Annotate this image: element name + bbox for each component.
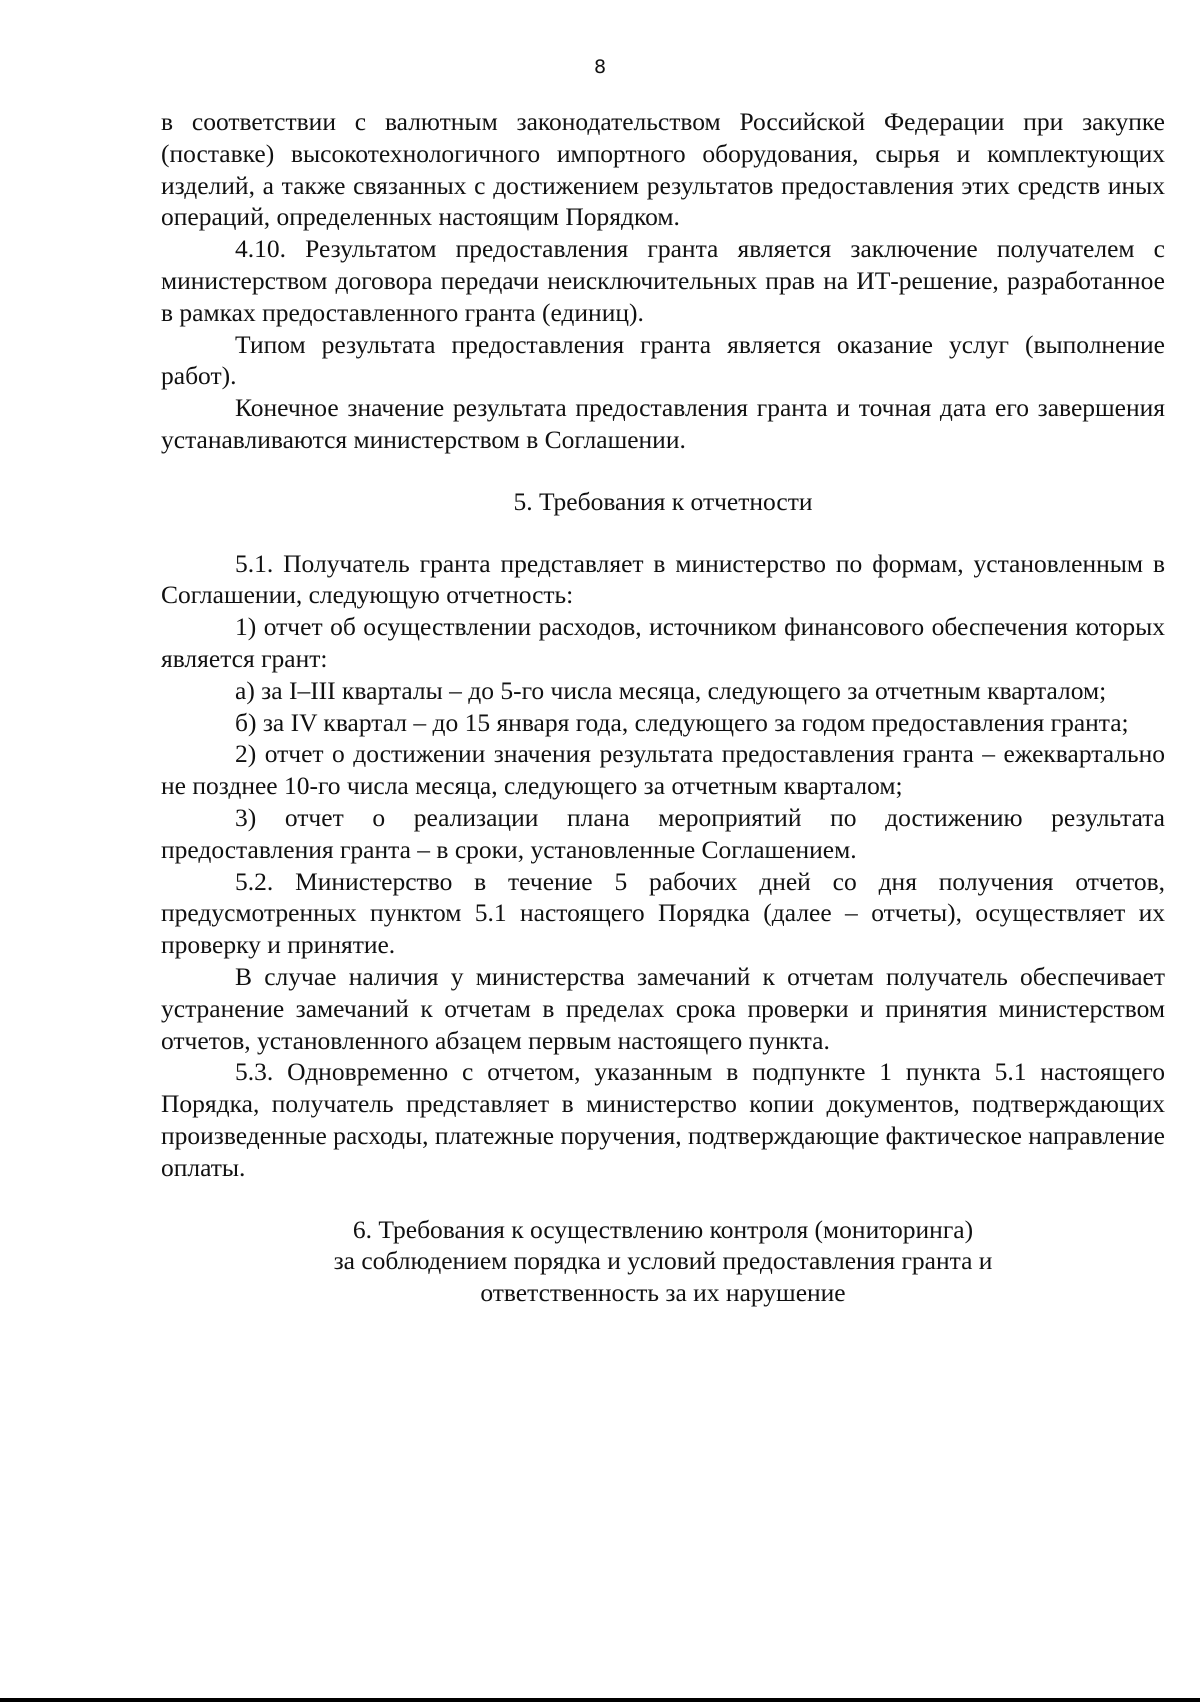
section-5-title: 5. Требования к отчетности	[513, 486, 813, 516]
paragraph-5-1-item-1-a: а) за I–III кварталы – до 5-го числа месяца, следующего за отчетным кварталом;	[235, 675, 1107, 705]
paragraph-4-10: 4.10. Результатом предоставления гранта является заключение получателем с министерством договора передачи неисключительных прав на ИТ-решение, разработанное в рамках предоставленного гранта (единиц).	[161, 234, 1165, 327]
section-6-title-line-1: 6. Требования к осуществлению контроля (мониторинга)	[352, 1214, 974, 1244]
paragraph-5-1-item-1: 1) отчет об осуществлении расходов, источником финансового обеспечения которых является грант:	[161, 612, 1165, 673]
paragraph-continuation: в соответствии с валютным законодательством Российской Федерации при закупке (поставке) высокотехнологичного импортного оборудования, сырья и комплектующих изделий, а также связанных с достижением результатов предоставления этих средств иных операций, определенных настоящим Порядком.	[161, 107, 1165, 232]
paragraph-5-2-remarks: В случае наличия у министерства замечаний к отчетам получатель обеспечивает устранение замечаний к отчетам в пределах срока проверки и принятия министерством отчетов, установленного абзацем первым настоящего пункта.	[161, 961, 1165, 1055]
paragraph-result-type: Типом результата предоставления гранта является оказание услуг (выполнение работ).	[161, 329, 1165, 391]
paragraph-5-1-item-2: 2) отчет о достижении значения результата предоставления гранта – ежеквартально не позднее 10-го числа месяца, следующего за отчетным кварталом;	[161, 739, 1165, 801]
section-6-title-line-2: за соблюдением порядка и условий предоставления гранта и	[333, 1246, 993, 1276]
section-6-title-line-3: ответственность за их нарушение	[480, 1278, 846, 1308]
paragraph-5-1-item-1-b: б) за IV квартал – до 15 января года, следующего за годом предоставления гранта;	[235, 707, 1129, 737]
paragraph-5-3: 5.3. Одновременно с отчетом, указанным в подпункте 1 пункта 5.1 настоящего Порядка, получатель представляет в министерство копии документов, подтверждающих произведенные расходы, платежные поручения, подтверждающие фактическое направление оплаты.	[161, 1057, 1165, 1182]
document-body	[161, 106, 1165, 1309]
paragraph-final-value: Конечное значение результата предоставления гранта и точная дата его завершения устанавливаются министерством в Соглашении.	[161, 393, 1165, 454]
page-number: 8	[593, 56, 607, 78]
paragraph-5-2: 5.2. Министерство в течение 5 рабочих дней со дня получения отчетов, предусмотренных пунктом 5.1 настоящего Порядка (далее – отчеты), осуществляет их проверку и принятие.	[161, 866, 1165, 960]
scan-bottom-edge	[0, 1698, 1200, 1702]
section-6-title	[161, 1214, 1165, 1309]
paragraph-5-1-item-3: 3) отчет о реализации плана мероприятий по достижению результата предоставления гранта – в сроки, установленные Соглашением.	[161, 802, 1165, 864]
paragraph-5-1: 5.1. Получатель гранта представляет в министерство по формам, установленным в Соглашении, следующую отчетность:	[161, 548, 1165, 610]
